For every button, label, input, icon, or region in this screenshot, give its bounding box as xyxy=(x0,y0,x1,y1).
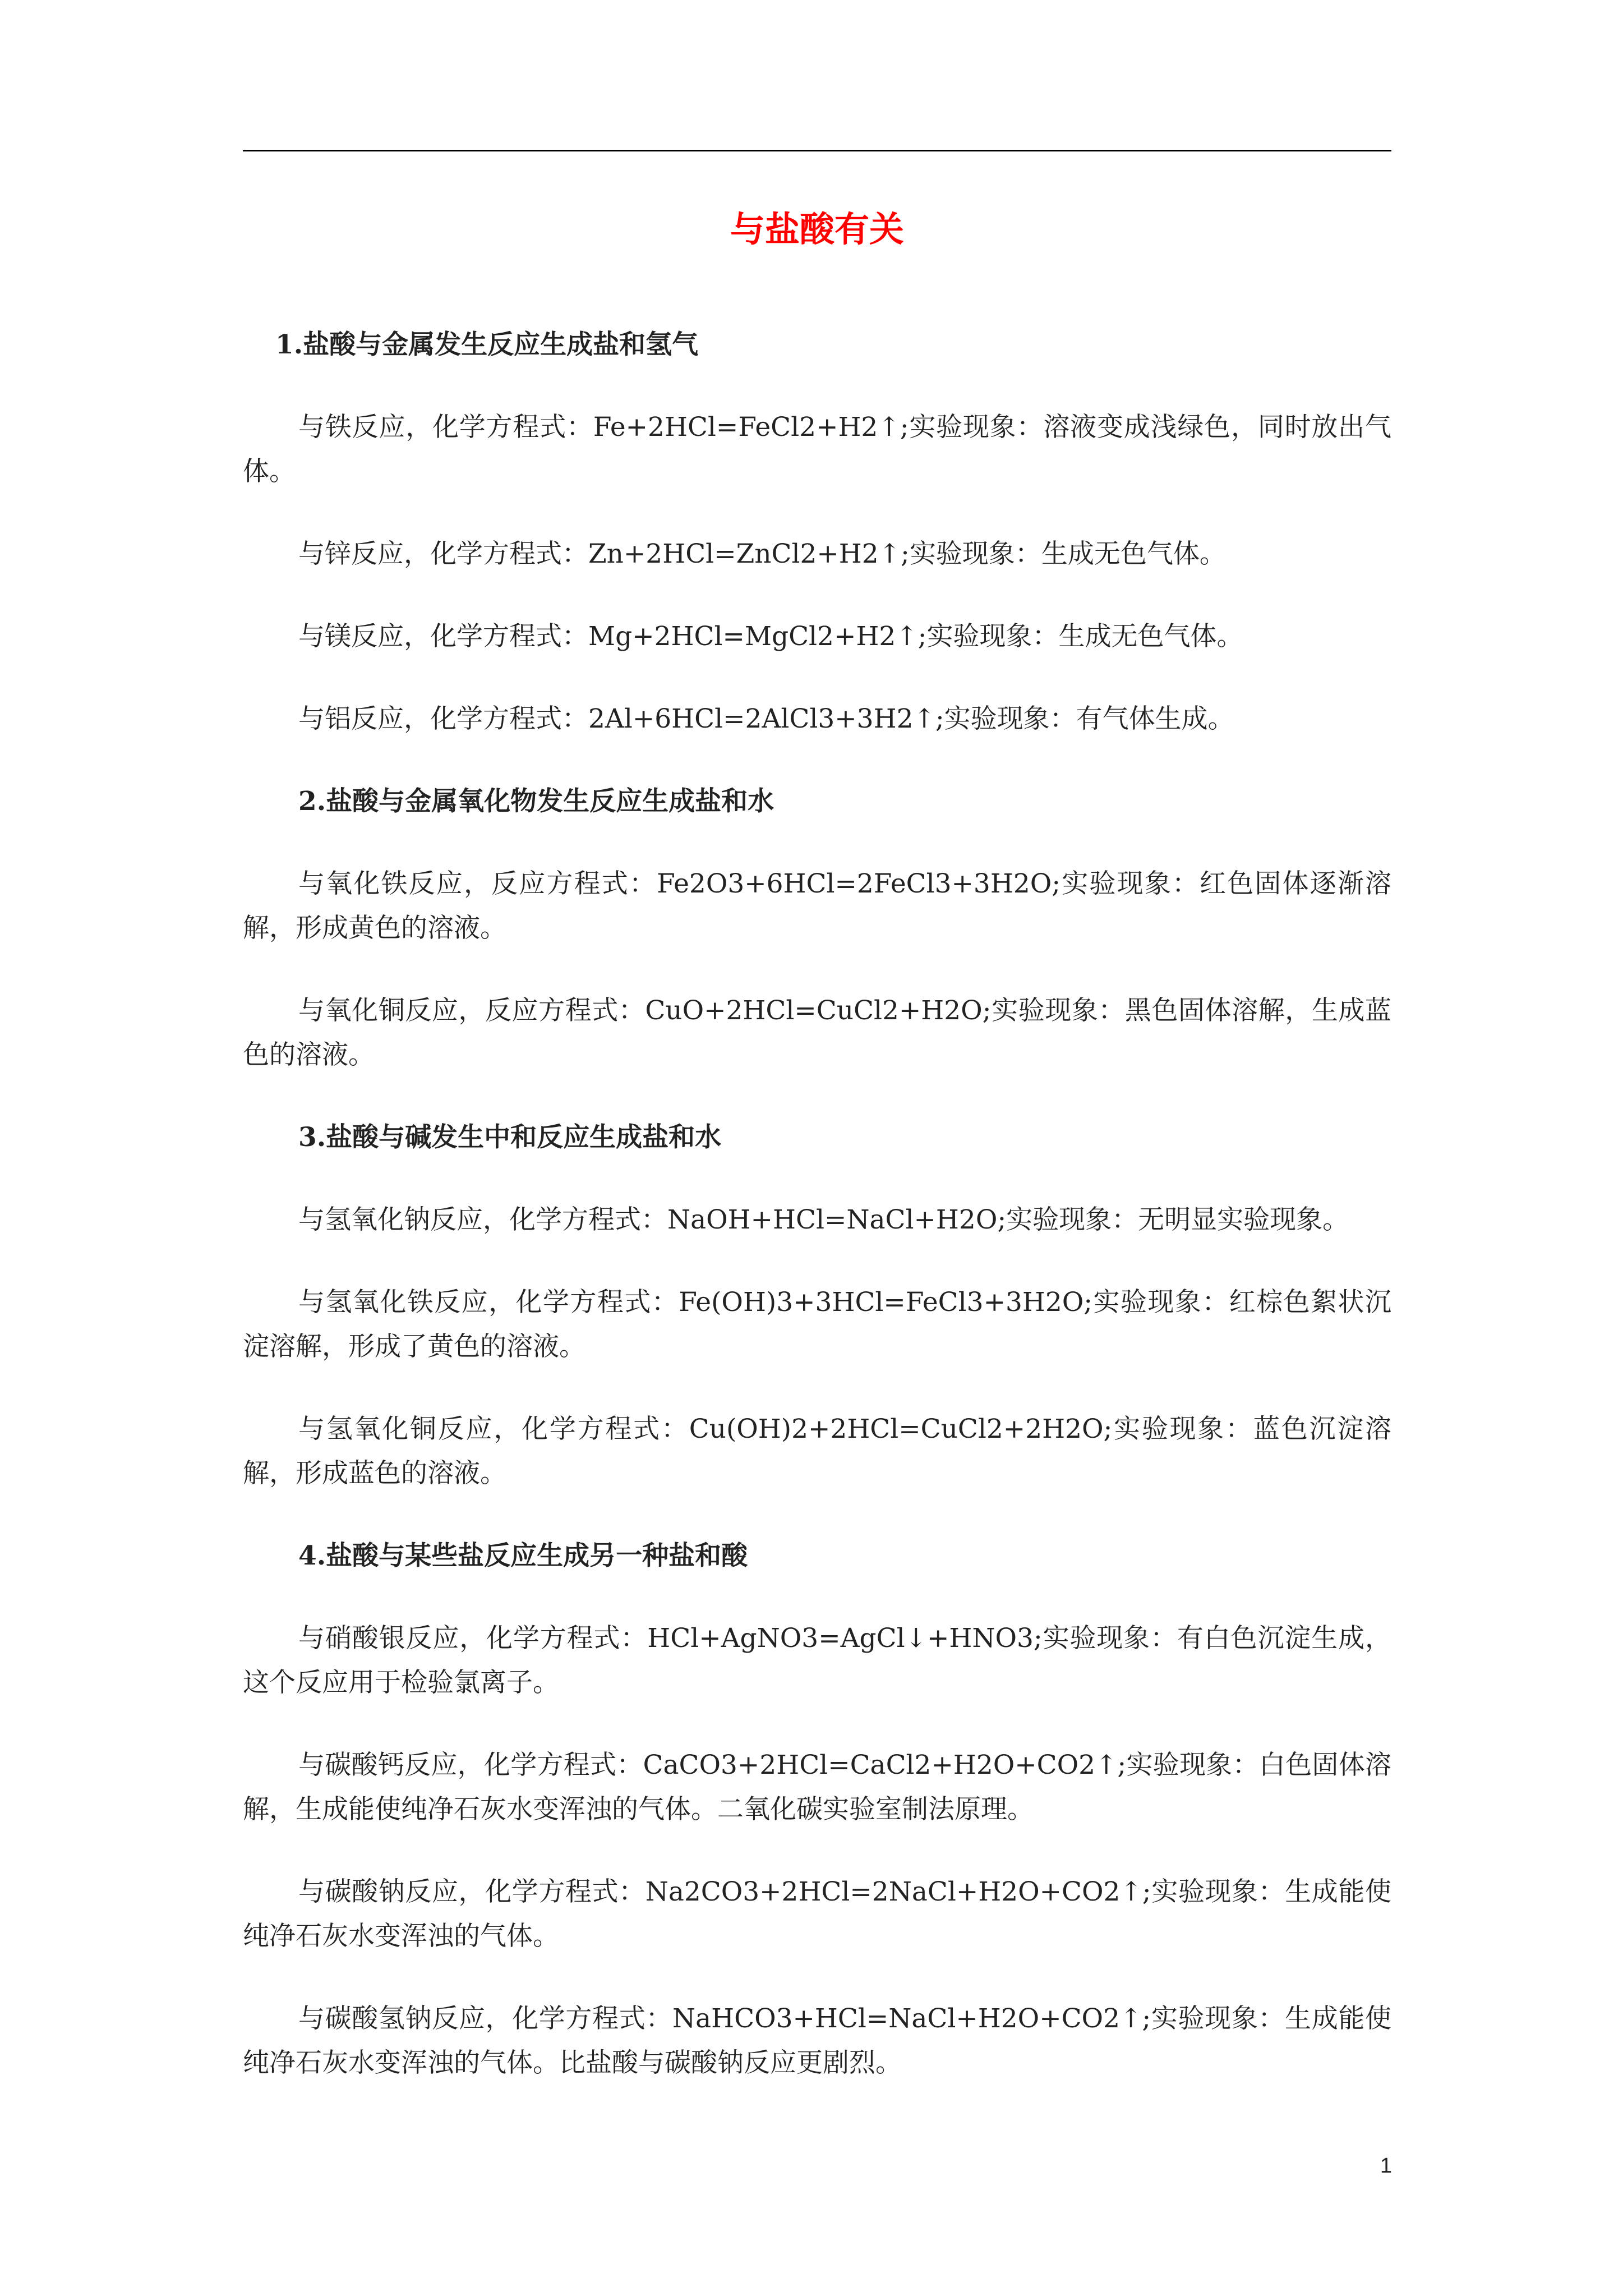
paragraph: 与氢氧化钠反应，化学方程式：NaOH+HCl=NaCl+H2O;实验现象：无明显实验现象。 xyxy=(298,1204,1349,1235)
paragraph: 与氧化铜反应，反应方程式：CuO+2HCl=CuCl2+H2O;实验现象：黑色固体溶解，生成蓝色的溶液。 xyxy=(243,995,1391,1070)
section-heading: 1.盐酸与金属发生反应生成盐和氢气 xyxy=(275,329,699,360)
paragraph: 与镁反应，化学方程式：Mg+2HCl=MgCl2+H2↑;实验现象：生成无色气体。 xyxy=(298,621,1243,652)
section-heading: 3.盐酸与碱发生中和反应生成盐和水 xyxy=(298,1122,722,1153)
page-number: 1 xyxy=(1380,2154,1392,2178)
page-title: 与盐酸有关 xyxy=(730,209,904,250)
paragraph: 与碳酸钠反应，化学方程式：Na2CO3+2HCl=2NaCl+H2O+CO2↑;实验现象：生成能使纯净石灰水变浑浊的气体。 xyxy=(243,1876,1391,1952)
paragraph: 与铁反应，化学方程式：Fe+2HCl=FeCl2+H2↑;实验现象：溶液变成浅绿色，同时放出气体。 xyxy=(243,412,1391,487)
header-rule xyxy=(243,150,1391,151)
paragraph: 与铝反应，化学方程式：2Al+6HCl=2AlCl3+3H2↑;实验现象：有气体生成。 xyxy=(298,703,1234,734)
paragraph: 与氧化铁反应，反应方程式：Fe2O3+6HCl=2FeCl3+3H2O;实验现象：红色固体逐渐溶解，形成黄色的溶液。 xyxy=(243,868,1391,944)
paragraph: 与碳酸钙反应，化学方程式：CaCO3+2HCl=CaCl2+H2O+CO2↑;实验现象：白色固体溶解，生成能使纯净石灰水变浑浊的气体。二氧化碳实验室制法原理。 xyxy=(243,1750,1391,1825)
paragraph: 与氢氧化铜反应，化学方程式：Cu(OH)2+2HCl=CuCl2+2H2O;实验现象：蓝色沉淀溶解，形成蓝色的溶液。 xyxy=(243,1414,1391,1489)
section-heading: 2.盐酸与金属氧化物发生反应生成盐和水 xyxy=(298,786,774,817)
section-heading: 4.盐酸与某些盐反应生成另一种盐和酸 xyxy=(298,1540,748,1571)
paragraph: 与硝酸银反应，化学方程式：HCl+AgNO3=AgCl↓+HNO3;实验现象：有白色沉淀生成，这个反应用于检验氯离子。 xyxy=(243,1623,1391,1698)
document-body xyxy=(243,323,1391,2085)
paragraph: 与氢氧化铁反应，化学方程式：Fe(OH)3+3HCl=FeCl3+3H2O;实验现象：红棕色絮状沉淀溶解，形成了黄色的溶液。 xyxy=(243,1287,1391,1362)
paragraph: 与锌反应，化学方程式：Zn+2HCl=ZnCl2+H2↑;实验现象：生成无色气体。 xyxy=(298,539,1226,569)
paragraph: 与碳酸氢钠反应，化学方程式：NaHCO3+HCl=NaCl+H2O+CO2↑;实验现象：生成能使纯净石灰水变浑浊的气体。比盐酸与碳酸钠反应更剧烈。 xyxy=(243,2003,1391,2078)
